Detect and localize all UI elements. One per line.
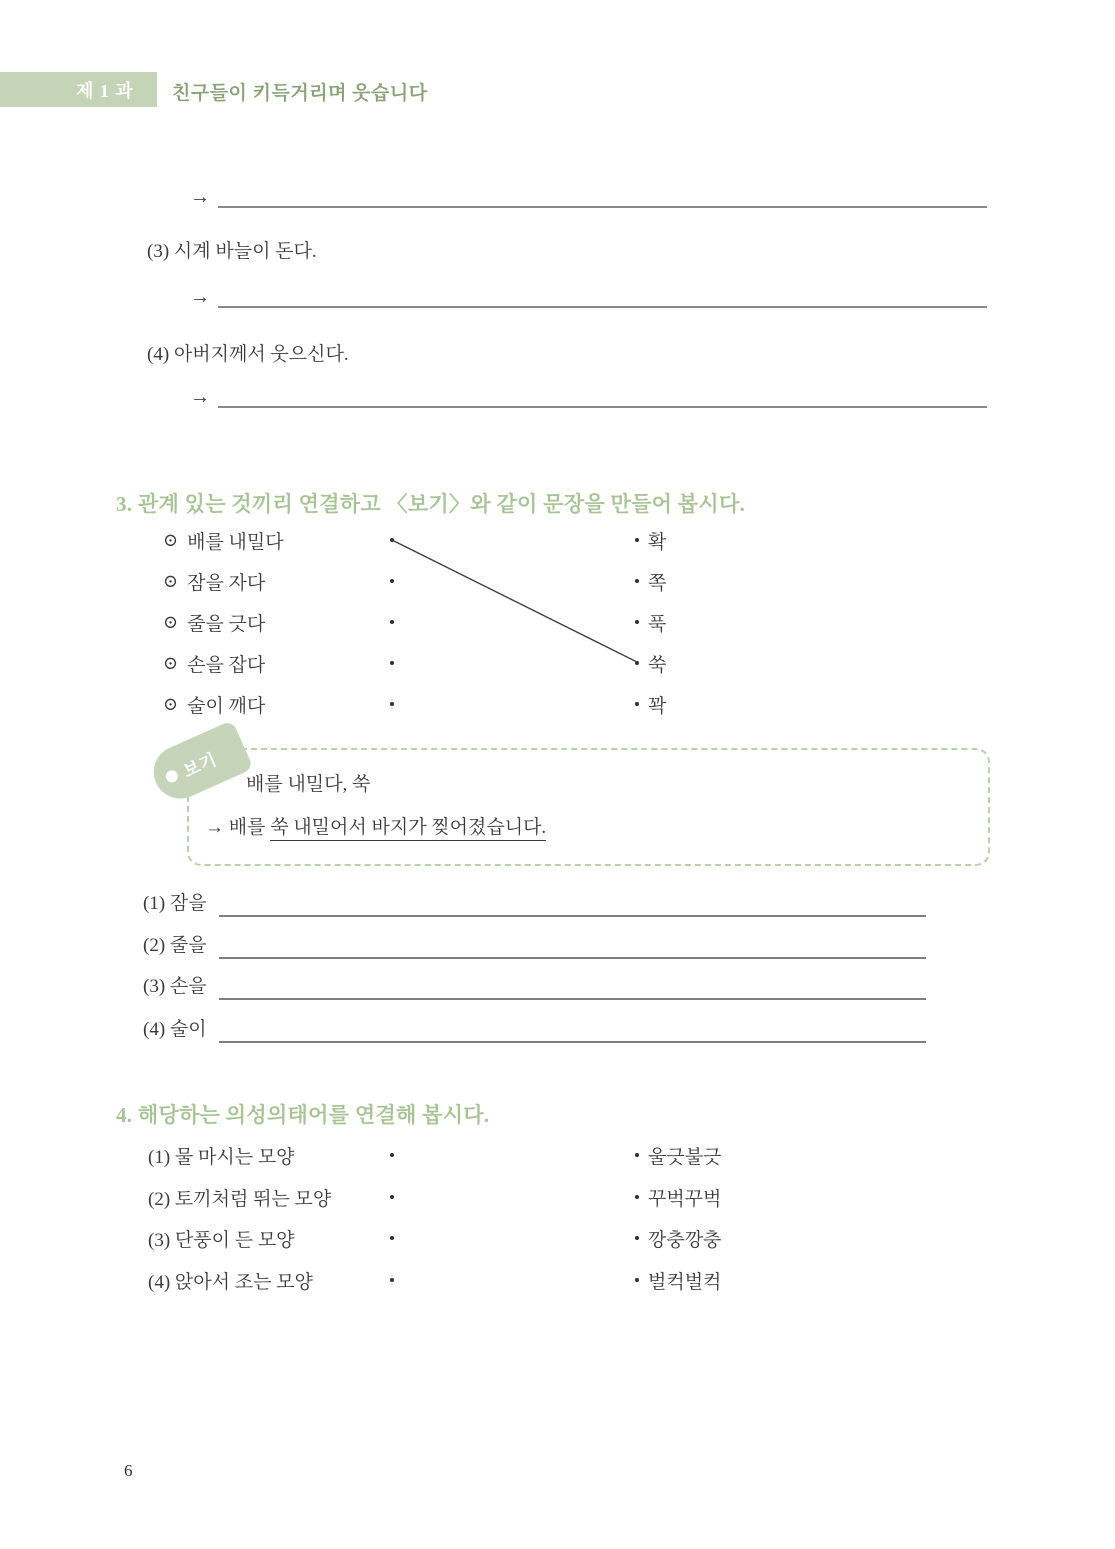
- match-right-label: 쪽: [648, 572, 667, 594]
- match-left-label: 손을 잡다: [187, 654, 266, 676]
- exercise4-heading: 4. 해당하는 의성의태어를 연결해 봅시다.: [116, 1103, 490, 1127]
- connector-dot: [635, 620, 639, 624]
- connector-dot: [390, 579, 394, 583]
- blank-rule: [219, 1017, 926, 1043]
- match-right-item: [635, 525, 666, 555]
- answer-blank-row: [143, 974, 926, 1000]
- target-bullet-icon: ⊙: [163, 612, 179, 632]
- arrow-icon: →: [190, 386, 210, 408]
- example-answer-prefix: → 배를: [205, 817, 271, 838]
- match-right-label: 벌컥벌컥: [648, 1271, 722, 1293]
- target-bullet-icon: ⊙: [163, 653, 179, 673]
- example-sentence: 배를 내밀다, 쑥: [246, 774, 371, 795]
- match-left-item: [163, 648, 265, 678]
- chapter-badge: [0, 72, 157, 107]
- match-left-label: 술이 깨다: [187, 695, 266, 717]
- sentence-item-4: (4) 아버지께서 웃으신다.: [147, 344, 349, 365]
- match-right-item: [635, 1182, 721, 1212]
- match-right-item: [635, 648, 666, 678]
- match-right-item: [635, 1223, 721, 1253]
- match-left-item: [163, 525, 284, 555]
- blank-rule: [218, 384, 987, 408]
- answer-blank-row: [143, 933, 926, 959]
- answer-blank-row: [143, 1017, 926, 1043]
- blank-rule: [218, 284, 987, 308]
- match-right-label: 꾸벅꾸벅: [648, 1188, 722, 1210]
- match-right-label: 푹: [648, 613, 667, 635]
- match-right-item: [635, 1265, 721, 1295]
- connector-dot: [635, 1236, 639, 1240]
- example-answer-underlined: 쑥 내밀어서 바지가 찢어졌습니다.: [270, 817, 546, 841]
- blank-label: (2) 줄을: [143, 935, 207, 956]
- blank-label: (3) 손을: [143, 976, 207, 997]
- blank-rule: [219, 933, 926, 959]
- match-right-label: 쑥: [648, 654, 667, 676]
- blank-rule: [219, 891, 926, 917]
- sentence-item-3: (3) 시계 바늘이 돈다.: [147, 241, 317, 262]
- exercise3-heading: 3. 관계 있는 것끼리 연결하고 〈보기〉와 같이 문장을 만들어 봅시다.: [116, 492, 746, 516]
- match-right-item: [635, 689, 666, 719]
- connector-dot: [635, 661, 639, 665]
- connector-dot: [635, 1278, 639, 1282]
- connector-dot: [390, 1153, 394, 1157]
- match-right-item: [635, 566, 666, 596]
- example-answer: [205, 814, 546, 842]
- connector-dot: [390, 620, 394, 624]
- connector-dot: [390, 1278, 394, 1282]
- connector-dot: [390, 538, 394, 542]
- example-tag-label: 보기: [180, 749, 221, 782]
- match-right-label: 꽉: [648, 695, 667, 717]
- answer-blank-line: [190, 384, 987, 408]
- match-left-label: 줄을 긋다: [187, 613, 266, 635]
- blank-rule: [218, 184, 987, 208]
- match-left-item: [163, 689, 265, 719]
- connector-dot: [390, 1236, 394, 1240]
- answer-blank-line: [190, 284, 987, 308]
- match-left-label: 배를 내밀다: [187, 531, 284, 553]
- answer-blank-row: [143, 891, 926, 917]
- target-bullet-icon: ⊙: [163, 571, 179, 591]
- connector-dot: [635, 1195, 639, 1199]
- page-number: 6: [124, 1461, 133, 1480]
- chapter-badge-label: 제 1 과: [76, 80, 134, 101]
- arrow-icon: →: [190, 286, 210, 308]
- match-left-item: (1) 물 마시는 모양: [148, 1146, 295, 1168]
- match-left-item: (2) 토끼처럼 뛰는 모양: [148, 1188, 332, 1210]
- blank-label: (1) 잠을: [143, 893, 207, 914]
- connector-dot: [635, 702, 639, 706]
- answer-blank-line: [190, 184, 987, 208]
- match-right-item: [635, 607, 666, 637]
- match-left-label: 잠을 자다: [187, 572, 266, 594]
- connector-dot: [635, 1153, 639, 1157]
- blank-rule: [219, 974, 926, 1000]
- match-right-label: 깡충깡충: [648, 1229, 722, 1251]
- tag-hole-icon: [164, 768, 180, 784]
- connector-dot: [635, 579, 639, 583]
- connector-dot: [390, 702, 394, 706]
- match-left-item: (3) 단풍이 든 모양: [148, 1229, 295, 1251]
- connector-dot: [635, 538, 639, 542]
- arrow-icon: →: [190, 186, 210, 208]
- match-right-item: [635, 1140, 721, 1170]
- target-bullet-icon: ⊙: [163, 530, 179, 550]
- match-left-item: [163, 566, 265, 596]
- blank-label: (4) 술이: [143, 1019, 207, 1040]
- match-left-item: (4) 앉아서 조는 모양: [148, 1271, 313, 1293]
- page-title: 친구들이 키득거리며 웃습니다: [172, 83, 428, 104]
- connector-dot: [390, 1195, 394, 1199]
- match-left-item: [163, 607, 265, 637]
- match-right-label: 울긋불긋: [648, 1146, 722, 1168]
- connector-dot: [390, 661, 394, 665]
- target-bullet-icon: ⊙: [163, 694, 179, 714]
- match-right-label: 확: [648, 531, 667, 553]
- example-box: [187, 748, 990, 866]
